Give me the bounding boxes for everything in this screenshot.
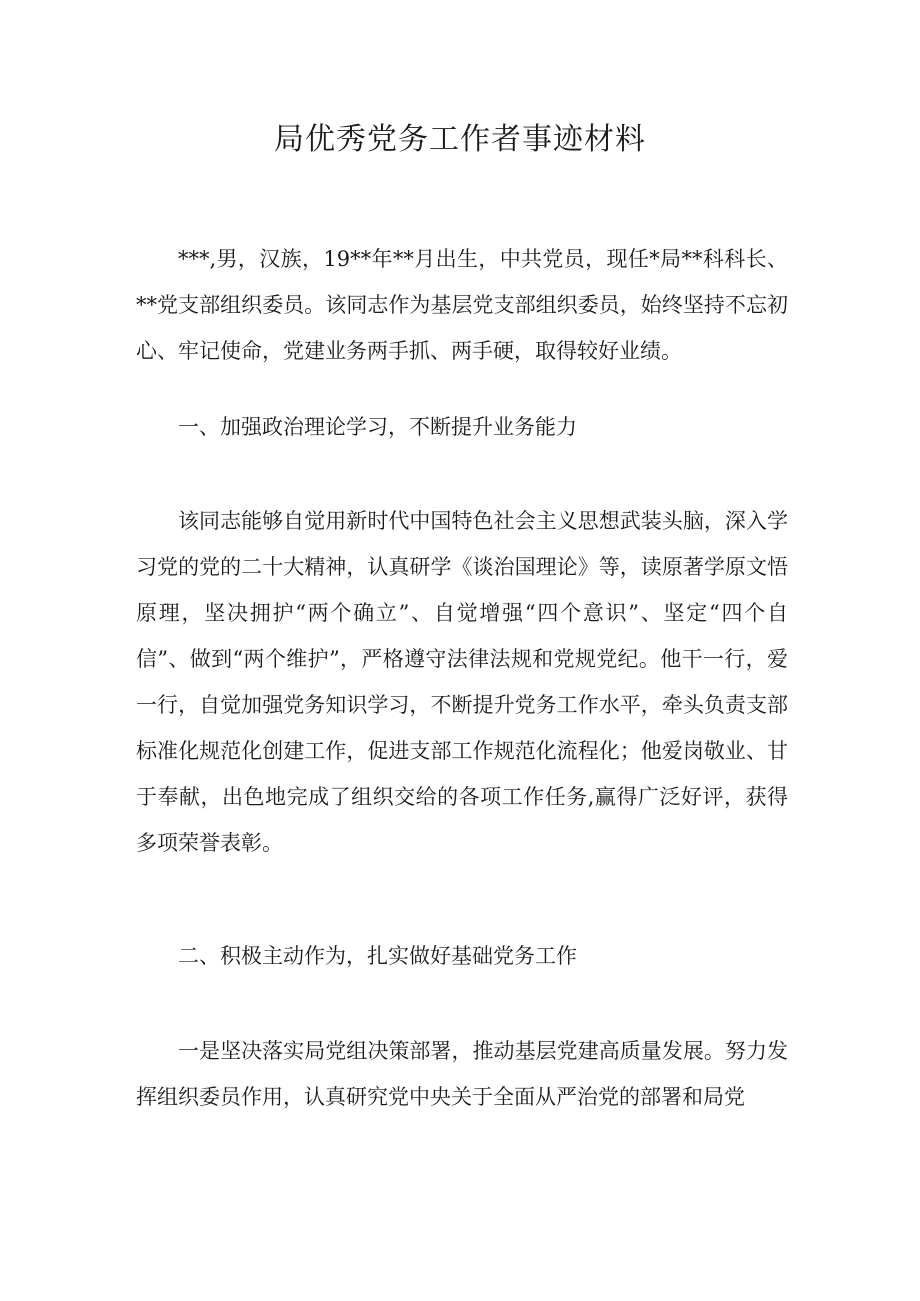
section-body-2: 一是坚决落实局党组决策部署，推动基层党建高质量发展。努力发挥组织委员作用，认真研究党中央关于全面从严治党的部署和局党 <box>136 1039 788 1109</box>
section-heading-1: 一、加强政治理论学习，不断提升业务能力 <box>178 415 577 439</box>
intro-paragraph: ***,男，汉族，19**年**月出生，中共党员，现任*局**科科长、**党支部组织委员。该同志作为基层党支部组织委员，始终坚持不忘初心、牢记使命，党建业务两手抓、两手硬，取得较好业绩。 <box>136 247 788 363</box>
section-body-1: 该同志能够自觉用新时代中国特色社会主义思想武装头脑，深入学习党的党的二十大精神，认真研学《谈治国理论》等，读原著学原文悟原理，坚决拥护“两个确立”、自觉增强“四个意识”、坚定“四个自信”、做到“两个维护”，严格遵守法律法规和党规党纪。他干一行，爱一行，自觉加强党务知识学习，不断提升党务工作水平，牵头负责支部标准化规范化创建工作，促进支部工作规范化流程化；他爱岗敬业、甘于奉献，出色地完成了组织交给的各项工作任务,赢得广泛好评，获得多项荣誉表彰。 <box>136 509 788 855</box>
document-title: 局优秀党务工作者事迹材料 <box>274 122 646 157</box>
section-heading-2: 二、积极主动作为，扎实做好基础党务工作 <box>178 944 577 968</box>
